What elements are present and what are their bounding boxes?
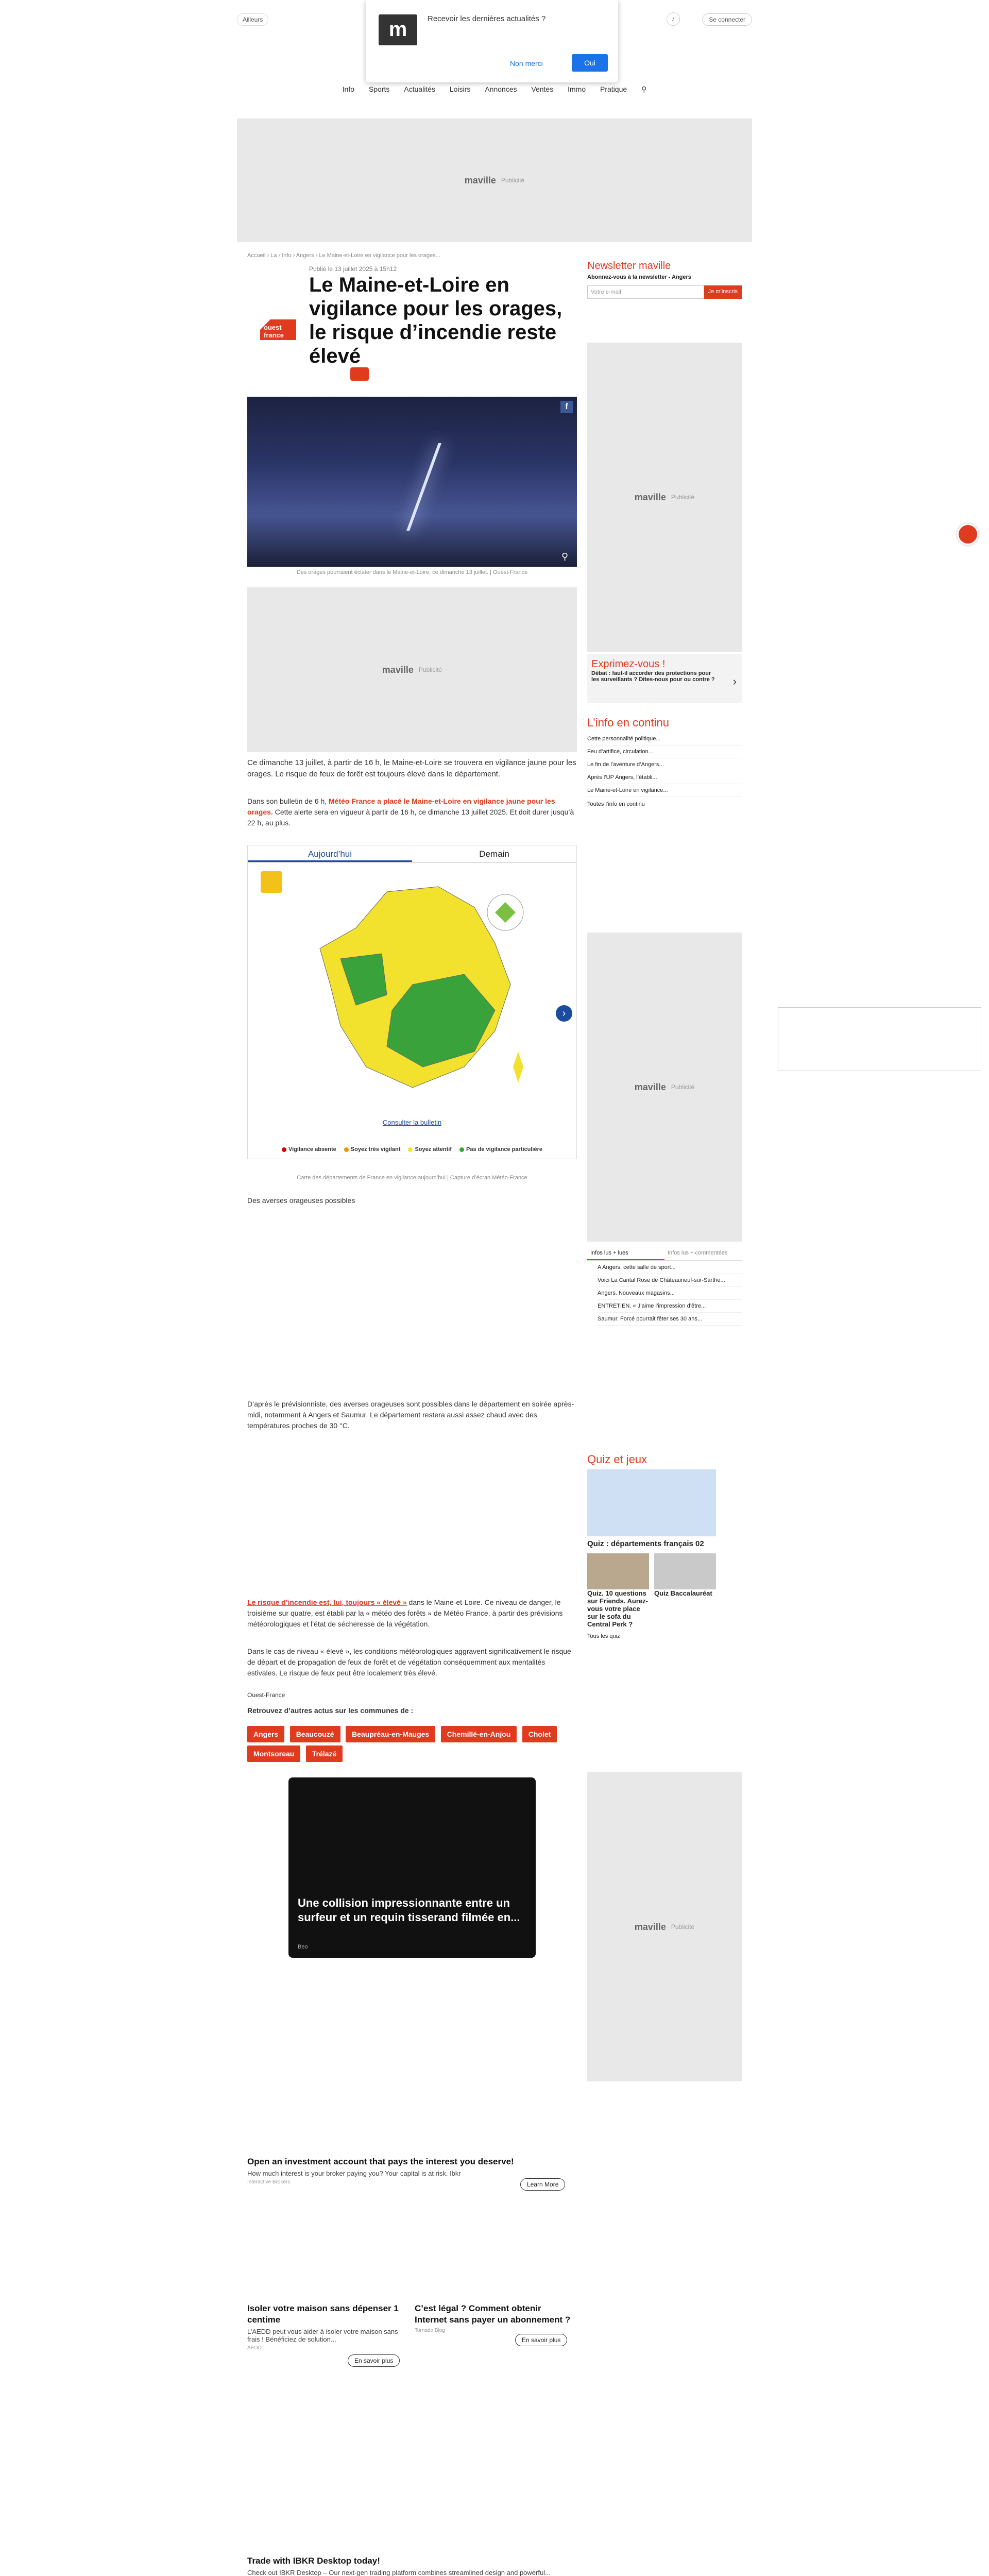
sidebar-ad[interactable]	[587, 1772, 742, 2081]
learn-more-button[interactable]: En savoir plus	[515, 2334, 567, 2346]
sponsored-ad[interactable]	[247, 2303, 407, 2351]
express-title: Exprimez-vous !	[591, 658, 666, 670]
tab-tomorrow[interactable]: Demain	[479, 849, 509, 859]
comment-icon[interactable]	[350, 367, 369, 381]
article-link[interactable]: Météo France a placé le Maine-et-Loire en vigilance jaune pour les orages.	[247, 797, 555, 816]
express-box[interactable]	[587, 654, 742, 703]
tag-angers[interactable]: Angers	[247, 1726, 284, 1742]
feed-item[interactable]: Le Maine-et-Loire en vigilance...	[587, 784, 742, 797]
nav-item[interactable]: Info	[342, 85, 355, 93]
maville-logo: m	[379, 14, 417, 45]
sidebar-ad[interactable]	[587, 343, 742, 652]
nav-item[interactable]: Ventes	[531, 85, 554, 93]
top-item[interactable]: Voici La Cantal Rose de Châteauneuf-sur-Sarthe...	[598, 1274, 742, 1287]
facebook-icon[interactable]: f	[560, 401, 573, 413]
top-ad-banner[interactable]	[237, 118, 752, 242]
feed-title: L’info en continu	[587, 716, 670, 729]
page-title: Le Maine-et-Loire en vigilance pour les orages, le risque d’incendie reste élevé	[309, 274, 562, 367]
author: Ouest-France	[247, 1691, 285, 1699]
scroll-button[interactable]	[957, 523, 979, 545]
map-caption: Carte des départements de France en vigilance aujourd’hui | Capture d’écran Météo-France	[297, 1175, 527, 1181]
subscribe-button[interactable]: Je m’inscris	[704, 285, 742, 299]
chevron-right-icon[interactable]: ›	[732, 675, 737, 688]
top-item[interactable]: Angers. Nouveaux magasins...	[598, 1287, 742, 1300]
nav-item[interactable]: Loisirs	[449, 85, 471, 93]
article-paragraph	[247, 796, 577, 828]
article-link[interactable]: Le risque d’incendie est, lui, toujours « élevé »	[247, 1598, 407, 1606]
tag-chemille[interactable]: Chemillé-en-Anjou	[441, 1726, 517, 1742]
tab-today[interactable]: Aujourd’hui	[248, 845, 412, 862]
article-paragraph: Dans le cas de niveau « élevé », les conditions météorologiques aggravent significativement le risque de départ et de propagation de feux de forêt et de végétation conséquemment aux mentalités estivales. Le risque de feux peut être localement très élevé.	[247, 1647, 571, 1677]
search-icon[interactable]: ⚲	[641, 85, 647, 93]
tag-trelaze[interactable]: Trélazé	[306, 1745, 343, 1762]
commune-tags	[247, 1726, 577, 1765]
storm-icon	[261, 871, 282, 893]
ad-source: Interactive Brokers	[247, 2179, 291, 2185]
inline-ad[interactable]	[247, 587, 577, 752]
paragraph-text: Dans son bulletin de 6 h,	[247, 797, 327, 805]
quiz-title: Quiz et jeux	[587, 1453, 647, 1466]
top-item[interactable]: A Angers, cette salle de sport...	[598, 1261, 742, 1274]
top-item[interactable]: ENTRETIEN. « J’aime l’impression d’être...	[598, 1300, 742, 1313]
video-title: Une collision impressionnante entre un surfeur et un requin tisserand filmée en...	[298, 1896, 520, 1924]
ad-label: Publicité	[671, 494, 695, 501]
notification-popup	[366, 0, 618, 82]
quiz-image[interactable]	[587, 1469, 716, 1536]
all-quiz-link[interactable]: Tous les quiz	[587, 1633, 620, 1639]
top-news	[587, 1247, 742, 1326]
france-map	[310, 882, 526, 1098]
ad-label: Publicité	[501, 177, 525, 184]
paragraph-text: Cette alerte sera en vigueur à partir de 16 h, ce dimanche 13 juillet 2025. Et doit durer jusqu’à 22 h, au plus.	[247, 808, 574, 827]
article-paragraph	[247, 1597, 577, 1630]
video-player[interactable]	[288, 1777, 536, 1958]
ad-title: Open an investment account that pays the interest you deserve!	[247, 2157, 514, 2166]
feed-item[interactable]: Le fin de l’aventure d’Angers...	[587, 758, 742, 771]
bell-icon[interactable]: ♪	[667, 12, 680, 26]
ad-brand: maville	[634, 1081, 666, 1092]
newsletter-box	[587, 260, 742, 299]
tag-cholet[interactable]: Cholet	[522, 1726, 557, 1742]
legend-item: Soyez très vigilant	[344, 1146, 401, 1153]
top-item[interactable]: Saumur. Forcé pourrait fêter ses 30 ans...	[598, 1313, 742, 1326]
ad-desc: Check out IBKR Desktop – Our next-gen trading platform combines streamlined design and powerful...	[247, 2569, 551, 2576]
nav-item[interactable]: Pratique	[600, 85, 627, 93]
svg-text:france: france	[264, 331, 284, 339]
breadcrumb[interactable]: Accueil › La › Info › Angers › Le Maine-et-Loire en vigilance pour les orages...	[247, 252, 440, 259]
ad-title: Isoler votre maison sans dépenser 1 centime	[247, 2303, 399, 2325]
ad-brand: maville	[634, 492, 666, 502]
ad-label: Publicité	[671, 1923, 695, 1930]
sponsored-ad[interactable]	[247, 2555, 577, 2576]
nav-item[interactable]: Actualités	[404, 85, 435, 93]
article-image-storm[interactable]	[247, 397, 577, 567]
nav-item[interactable]: Sports	[368, 85, 390, 93]
login-button[interactable]: Se connecter	[702, 13, 752, 26]
news-feed	[587, 716, 742, 807]
popup-yes-button[interactable]: Oui	[572, 54, 608, 72]
map-legend	[247, 1146, 577, 1153]
ad-brand: maville	[382, 664, 414, 675]
quiz-image[interactable]	[587, 1553, 649, 1589]
ad-desc: How much interest is your broker paying you? Your capital is at risk. Ibkr	[247, 2170, 461, 2177]
ad-brand: maville	[634, 1921, 666, 1932]
popup-no-button[interactable]: Non merci	[510, 59, 543, 67]
legend-item: Vigilance absente	[282, 1146, 336, 1153]
feed-item[interactable]: Feu d’artifice, circulation...	[587, 745, 742, 758]
article-paragraph: D’après le prévisionniste, des averses orageuses sont possibles dans le département en soirée après-midi, notamment à Angers et Saumur. Le département restera aussi assez chaud avec des températures proches de 30 °C.	[247, 1400, 574, 1430]
tag-beaucouze[interactable]: Beaucouzé	[290, 1726, 340, 1742]
ad-desc: L’AEDD peut vous aider à isoler votre maison sans frais ! Bénéficiez de solution...	[247, 2328, 398, 2343]
tab-most-read[interactable]: Infos lus + lues	[587, 1247, 664, 1260]
video-source: Beo	[298, 1944, 308, 1950]
email-field[interactable]: Votre e-mail	[587, 285, 704, 299]
legend-item: Pas de vigilance particulière	[459, 1146, 542, 1153]
quiz-image[interactable]	[654, 1553, 716, 1589]
ad-source: Tornado Blog	[415, 2328, 445, 2333]
quiz-box	[587, 1453, 742, 1639]
feed-item[interactable]: Après l’UP Angers, l’établi...	[587, 771, 742, 784]
tab-most-commented[interactable]: Infos lus + commentées	[668, 1250, 728, 1256]
floating-widget[interactable]	[778, 1007, 981, 1071]
feed-item[interactable]: Cette personnalité politique...	[587, 733, 742, 745]
legend-item: Soyez attentif	[408, 1146, 452, 1153]
learn-more-button[interactable]: En savoir plus	[348, 2354, 400, 2367]
newsletter-subtitle: Abonnez-vous à la newsletter - Angers	[587, 274, 691, 280]
tag-montsoreau[interactable]: Montsoreau	[247, 1745, 300, 1762]
ouest-france-logo	[258, 314, 299, 345]
ad-label: Publicité	[671, 1083, 695, 1091]
sponsored-ad[interactable]	[415, 2303, 574, 2333]
other-news-label: Retrouvez d’autres actus sur les communes de :	[247, 1706, 414, 1715]
express-text: Débat : faut-il accorder des protections pour les surveillants ? Dites-nous pour ou contre ?	[591, 670, 715, 683]
learn-more-button[interactable]: Learn More	[520, 2178, 565, 2191]
all-news-link[interactable]: Toutes l’info en continu	[587, 801, 645, 807]
ad-brand: maville	[464, 175, 496, 185]
ad-source: AEDD	[247, 2345, 262, 2351]
popup-question: Recevoir les dernières actualités ?	[428, 14, 546, 23]
quiz-link[interactable]: Quiz. 10 questions sur Friends. Aurez-vous votre place sur le sofa du Central Perk ?	[587, 1589, 648, 1628]
sidebar-ad[interactable]	[587, 933, 742, 1242]
zoom-icon[interactable]: ⚲	[561, 551, 569, 562]
bulletin-link[interactable]: Consulter la bulletin	[382, 1118, 442, 1126]
article-intro: Ce dimanche 13 juillet, à partir de 16 h, le Maine-et-Loire se trouvera en vigilance jaune pour les orages. Le risque de feux de forêt est toujours élevé dans le département.	[247, 758, 576, 778]
ad-label: Publicité	[418, 666, 442, 673]
subheading: Des averses orageuses possibles	[247, 1196, 355, 1205]
nav-item[interactable]: Annonces	[485, 85, 517, 93]
ad-title: Trade with IBKR Desktop today!	[247, 2556, 380, 2566]
tag-beaupreau[interactable]: Beaupréau-en-Mauges	[346, 1726, 435, 1742]
publish-date: Publié le 13 juillet 2025 à 15h12	[309, 265, 397, 273]
location-button[interactable]: Ailleurs	[237, 13, 268, 26]
ad-title: C’est légal ? Comment obtenir Internet sans payer un abonnement ?	[415, 2303, 571, 2325]
image-caption: Des orages pourraient éclater dans le Maine-et-Loire, ce dimanche 13 juillet. | Ouest-France	[296, 569, 528, 575]
next-arrow-icon[interactable]: ›	[556, 1005, 572, 1022]
main-nav	[237, 85, 752, 100]
svg-text:ouest: ouest	[264, 324, 282, 331]
quiz-link[interactable]: Quiz Baccalauréat	[654, 1589, 712, 1597]
quiz-link[interactable]: Quiz : départements français 02	[587, 1539, 704, 1548]
newsletter-title: Newsletter maville	[587, 260, 671, 272]
nav-item[interactable]: Immo	[568, 85, 586, 93]
vigilance-map-widget	[247, 845, 577, 1159]
paragraph-text: dans le Maine-et-Loire. Ce niveau de danger, le troisième sur quatre, est établi par la « météo des forêts » de Météo France, à partir des prévisions météorologiques et l’état de sécheresse de la végétation.	[247, 1598, 563, 1628]
